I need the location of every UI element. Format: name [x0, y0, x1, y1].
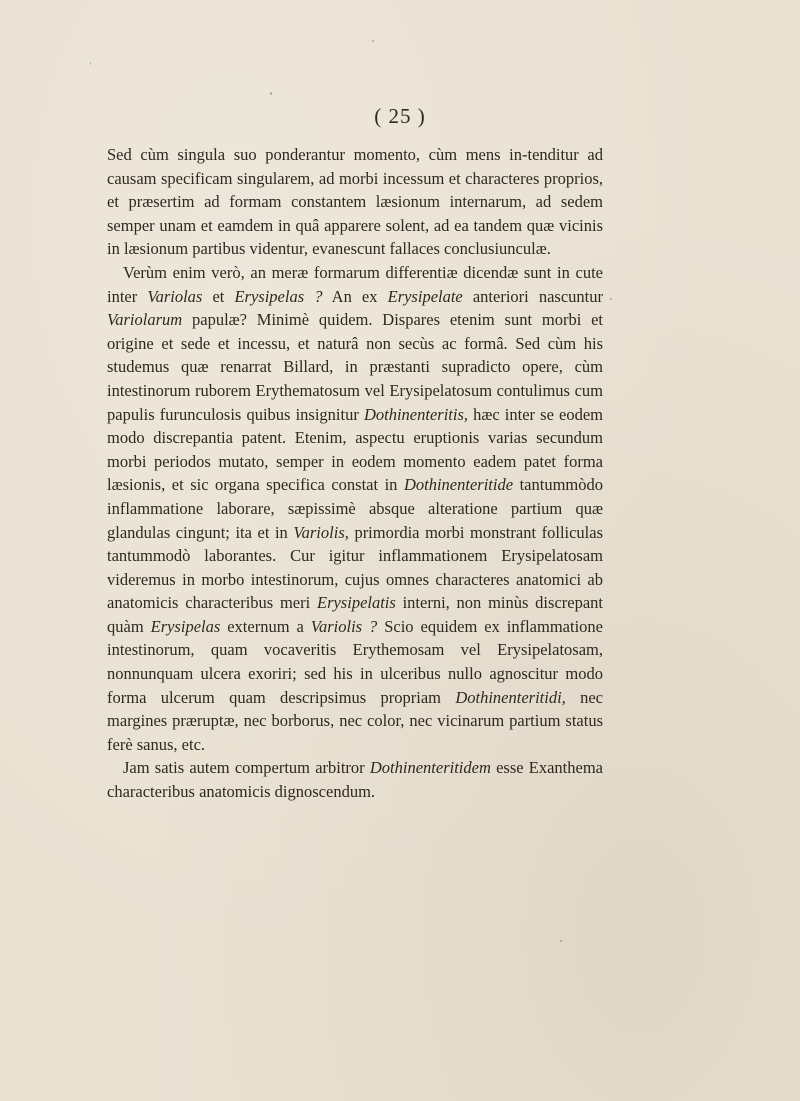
text-run: Verùm enim verò, an meræ formarum differentiæ dicendæ sunt in cute inter	[107, 262, 603, 306]
italic-term: Dothinenteritis,	[363, 404, 468, 424]
italic-term: Erysipelas ?	[234, 286, 323, 306]
text-run: tantummòdo inflammatione laborare, sæpissimè absque alteratione partium quæ glandulas cingunt; ita et in	[107, 475, 603, 542]
paper-speck	[560, 940, 562, 942]
text-run: et	[202, 286, 235, 306]
italic-term: Erysipelatis	[316, 593, 396, 613]
paper-speck	[610, 298, 612, 300]
text-run: esse Exanthema characteribus anatomicis dignoscendum.	[107, 758, 603, 802]
text-run: externum a	[220, 616, 311, 636]
italic-term: Variolis ?	[310, 616, 378, 636]
paragraph-3	[107, 756, 603, 803]
text-run: interni, non minùs discrepant quàm	[107, 593, 603, 636]
paper-speck	[372, 40, 374, 42]
text-run: Jam satis autem compertum arbitror	[123, 758, 370, 778]
paper-speck	[270, 92, 272, 95]
text-run: primordia morbi monstrant folliculas tantummodò laborantes. Cur igitur inflammationem Erysipelatosam videremus in morbo intestinorum, cujus omnes characteres anatomici ab anatomicis characteribus meri	[107, 522, 604, 613]
italic-term: Dothinenteritidi,	[455, 687, 566, 707]
italic-term: Dothinenteritide	[403, 475, 514, 495]
text-run: Sed cùm singula suo ponderantur momento, cùm mens in-tenditur ad causam specificam singularem, ad morbi incessum et characteres proprios, et præsertim ad formam constantem læsionum internarum, ad sedem semper unam et eamdem in quâ apparere solent, ad ea tandem quæ vicinis in læsionum partibus videntur, evanescunt fallaces conclusiunculæ.	[107, 145, 603, 259]
text-run: An ex	[322, 286, 388, 306]
text-run: papulæ? Minimè quidem. Dispares etenim sunt morbi et origine et sede et incessu, et naturâ non secùs ac formâ. Sed cùm his studemus quæ renarrat Billard, in præstanti supradicto opere, cùm intestinorum ruborem Erythematosum vel Erysipelatosum contulimus cum papulis furunculosis quibus insignitur	[107, 310, 603, 424]
paragraph-2	[107, 261, 603, 756]
page-number: ( 25 )	[374, 104, 426, 128]
paper-speck	[90, 62, 91, 65]
text-run: anteriori nascuntur	[462, 286, 603, 306]
body-text	[107, 143, 603, 804]
italic-term: Erysipelate	[387, 286, 463, 306]
italic-term: Variolarum	[107, 310, 183, 330]
text-run: hæc inter se eodem modo discrepantia patent. Etenim, aspectu eruptionis varias secundum morbi periodos mutato, semper in eodem momento eadem patet forma læsionis, et sic organa specifica constat in	[107, 404, 603, 495]
paragraph-1	[107, 143, 603, 261]
text-run: Scio equidem ex inflammatione intestinorum, quam vocaveritis Erythemosam vel Erysipelatosam, nonnunquam ulcera exoriri; sed his in ulceribus nullo agnoscitur modo forma ulcerum quam descripsimus propriam	[107, 616, 603, 707]
italic-term: Variolis,	[293, 522, 349, 542]
italic-term: Erysipelas	[150, 616, 221, 636]
italic-term: Variolas	[147, 286, 203, 306]
text-run: nec margines præruptæ, nec borborus, nec color, nec vicinarum partium status ferè sanus, etc.	[107, 687, 603, 754]
italic-term: Dothinenteritidem	[369, 758, 491, 778]
